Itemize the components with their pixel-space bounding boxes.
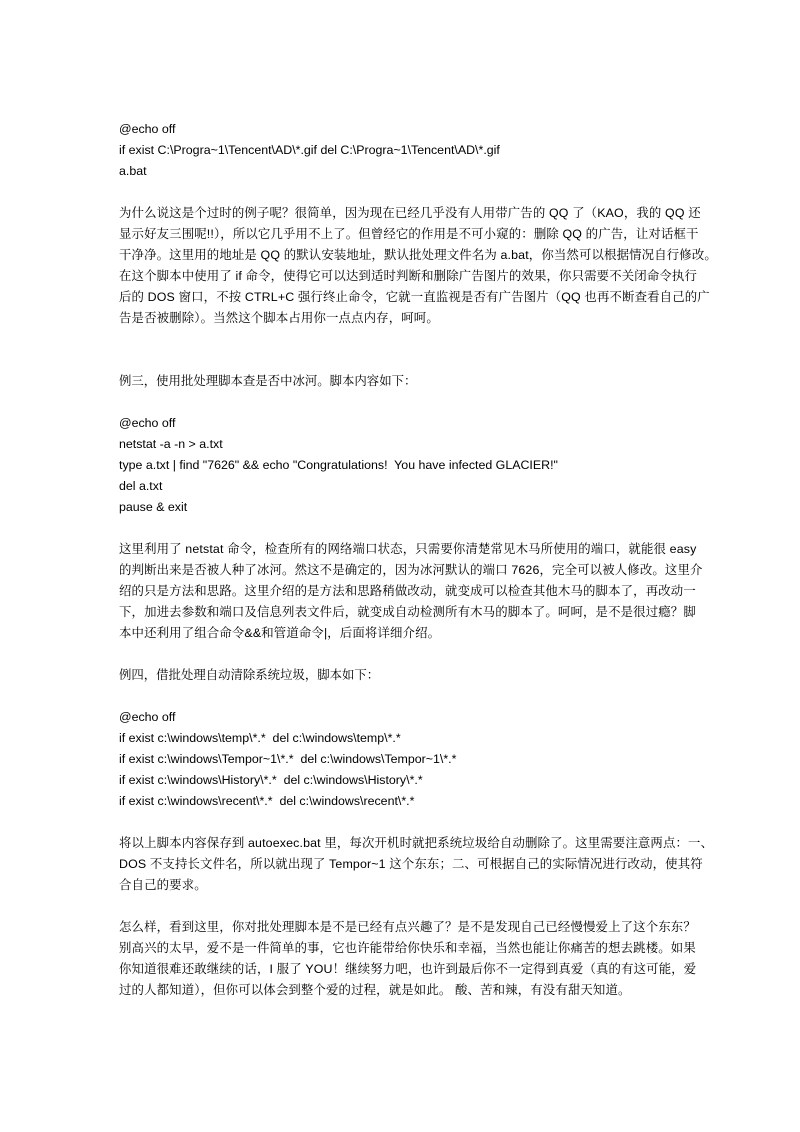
code-block-qq-ad (119, 119, 685, 182)
paragraph-line: 告是否被删除）。当然这个脚本占用你一点点内存，呵呵。 (119, 311, 439, 325)
spacer (119, 812, 685, 833)
spacer (119, 644, 685, 665)
spacer (119, 182, 685, 203)
spacer (119, 329, 685, 371)
paragraph-conclusion (119, 917, 697, 1001)
paragraph-line: 的判断出来是否被人种了冰河。然这不是确定的，因为冰河默认的端口 7626，完全可以被人修改。这里介 (119, 563, 703, 577)
paragraph-line: 将以上脚本内容保存到 autoexec.bat 里，每次开机时就把系统垃圾给自动删除了。这里需要注意两点：一、 (119, 836, 714, 850)
code-line: if exist c:\windows\Tempor~1\*.* del c:\windows\Tempor~1\*.* (119, 752, 457, 766)
document-page (119, 119, 717, 1001)
paragraph-line: 后的 DOS 窗口，不按 CTRL+C 强行终止命令，它就一直监视是否有广告图片（QQ 也再不断查看自己的广 (119, 290, 710, 304)
spacer (119, 686, 685, 707)
code-line: pause & exit (119, 500, 188, 514)
code-line: if exist c:\windows\temp\*.* del c:\windows\temp\*.* (119, 731, 401, 745)
spacer (119, 392, 685, 413)
paragraph-line: 在这个脚本中使用了 if 命令，使得它可以达到适时判断和删除广告图片的效果，你只需要不关闭命令执行 (119, 269, 698, 283)
code-line: a.bat (119, 164, 147, 178)
paragraph-line: 这里利用了 netstat 命令，检查所有的网络端口状态，只需要你清楚常见木马所使用的端口，就能很 easy (119, 542, 697, 556)
paragraph-line: 干净净。这里用的地址是 QQ 的默认安装地址，默认批处理文件名为 a.bat，你当然可以根据情况自行修改。 (119, 248, 717, 262)
code-line: if exist C:\Progra~1\Tencent\AD\*.gif del C:\Progra~1\Tencent\AD\*.gif (119, 143, 500, 157)
code-line: @echo off (119, 416, 176, 430)
example3-heading: 例三，使用批处理脚本查是否中冰河。脚本内容如下： (119, 374, 417, 388)
example4-heading: 例四，借批处理自动清除系统垃圾，脚本如下： (119, 668, 380, 682)
paragraph-line: 怎么样，看到这里，你对批处理脚本是不是已经有点兴趣了？是不是发现自己已经慢慢爱上了这个东东？ (119, 920, 696, 934)
paragraph-line: 别高兴的太早，爱不是一件简单的事，它也许能带给你快乐和幸福，当然也能让你痛苦的想去跳楼。如果 (119, 941, 696, 955)
paragraph-line: 显示好友三围呢!!），所以它几乎用不上了。但曾经它的作用是不可小窥的：删除 QQ 的广告，让对话框干 (119, 227, 699, 241)
code-line: @echo off (119, 710, 176, 724)
paragraph-line: 你知道很难还敢继续的话，I 服了 YOU！继续努力吧，也许到最后你不一定得到真爱（真的有这可能，爱 (119, 962, 697, 976)
code-block-cleanup (119, 707, 685, 812)
paragraph-line: 过的人都知道），但你可以体会到整个爱的过程，就是如此。 酸、苦和辣，有没有甜天知道。 (119, 983, 631, 997)
code-line: del a.txt (119, 479, 163, 493)
spacer (119, 896, 685, 917)
code-line: @echo off (119, 122, 176, 136)
code-block-glacier (119, 413, 685, 518)
spacer (119, 518, 685, 539)
paragraph-netstat-explanation (119, 539, 703, 644)
code-line: netstat -a -n > a.txt (119, 437, 223, 451)
code-line: type a.txt | find "7626" && echo "Congratulations! You have infected GLACIER!" (119, 458, 558, 472)
paragraph-line: 为什么说这是个过时的例子呢？很简单，因为现在已经几乎没有人用带广告的 QQ 了（KAO，我的 QQ 还 (119, 206, 701, 220)
paragraph-autoexec-explanation (119, 833, 714, 896)
paragraph-line: 合自己的要求。 (119, 878, 207, 892)
paragraph-line: 下，加进去参数和端口及信息列表文件后，就变成自动检测所有木马的脚本了。呵呵，是不是很过瘾？脚 (119, 605, 696, 619)
paragraph-qq-explanation (119, 203, 717, 329)
code-line: if exist c:\windows\History\*.* del c:\windows\History\*.* (119, 773, 423, 787)
code-line: if exist c:\windows\recent\*.* del c:\windows\recent\*.* (119, 794, 415, 808)
paragraph-line: DOS 不支持长文件名，所以就出现了 Tempor~1 这个东东；二、可根据自己的实际情况进行改动，使其符 (119, 857, 703, 871)
paragraph-line: 绍的只是方法和思路。这里介绍的是方法和思路稍做改动，就变成可以检查其他木马的脚本了，再改动一 (119, 584, 696, 598)
paragraph-line: 本中还利用了组合命令&&和管道命令|，后面将详细介绍。 (119, 626, 441, 640)
